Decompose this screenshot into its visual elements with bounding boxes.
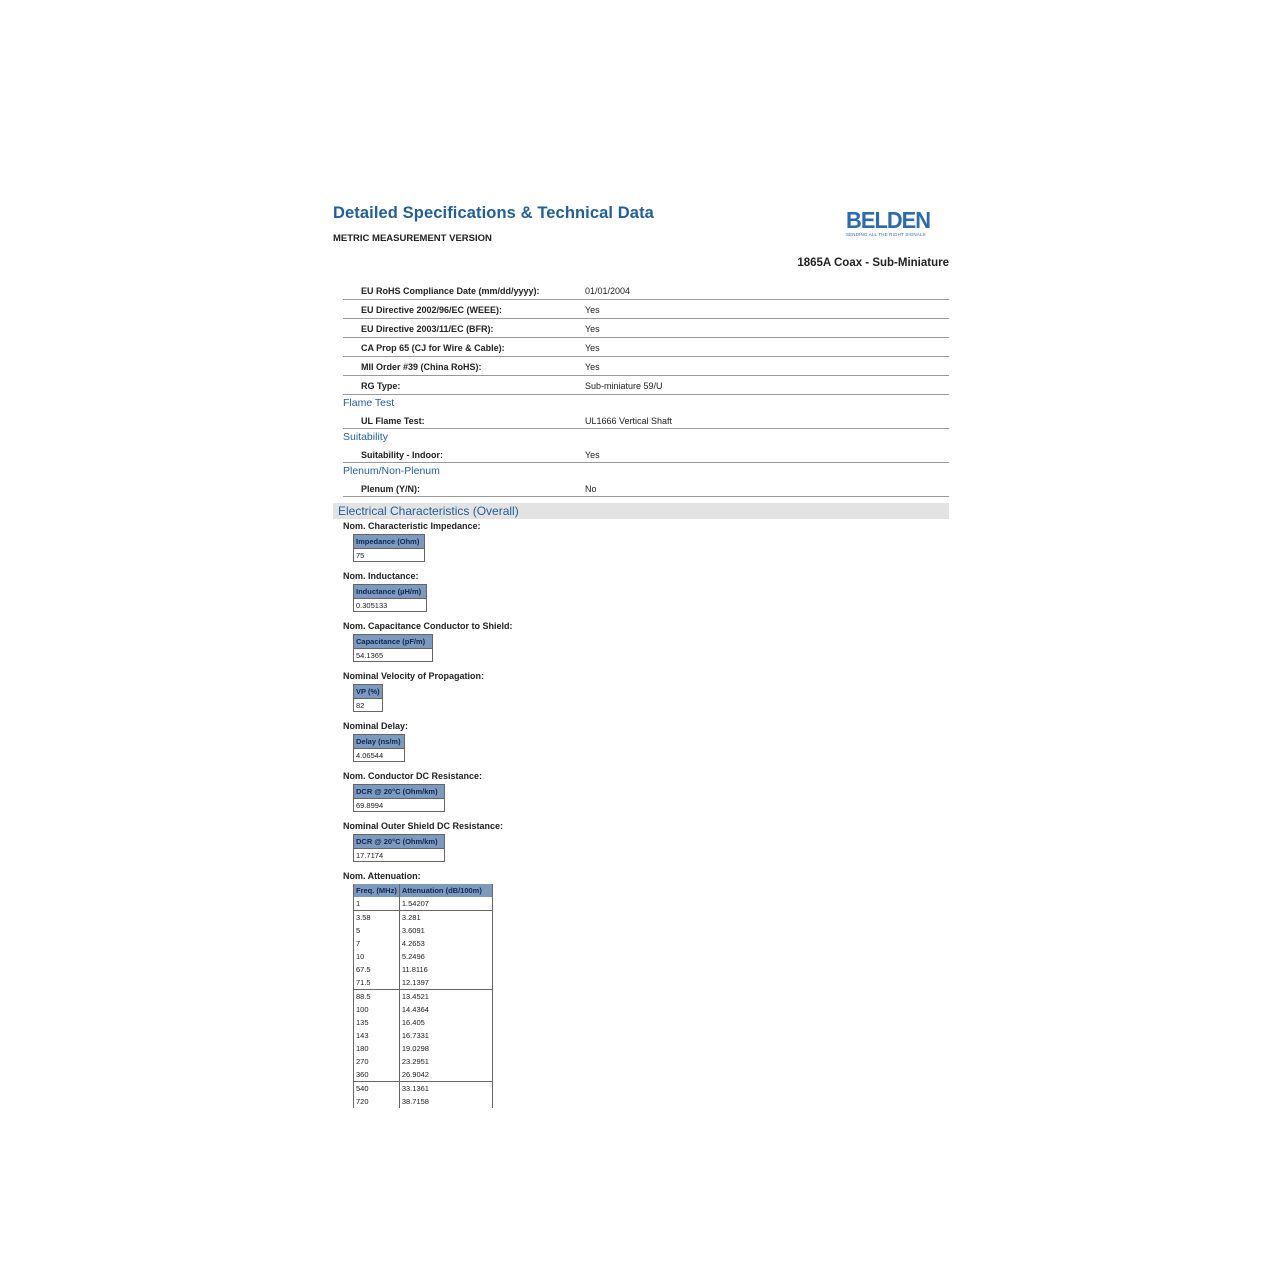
spec-value: Yes	[585, 450, 600, 460]
velocity-label: Nominal Velocity of Propagation:	[343, 671, 485, 681]
spec-row	[343, 281, 949, 300]
freq-cell: 135	[354, 1016, 400, 1029]
attenuation-cell: 38.7158	[399, 1095, 492, 1108]
spec-label: MII Order #39 (China RoHS):	[361, 362, 482, 372]
section-heading-electrical: Electrical Characteristics (Overall)	[338, 504, 519, 518]
spec-value: Yes	[585, 324, 600, 334]
freq-cell: 88.5	[354, 990, 400, 1004]
attenuation-cell: 1.54207	[399, 897, 492, 911]
table-cell: 4.06544	[354, 749, 405, 762]
freq-cell: 360	[354, 1068, 400, 1082]
table-row	[354, 1042, 493, 1055]
section-heading-suitability: Suitability	[343, 431, 388, 443]
attenuation-cell: 12.1397	[399, 976, 492, 990]
attenuation-cell: 26.9042	[399, 1068, 492, 1082]
table-row	[354, 924, 493, 937]
delay-table	[353, 734, 405, 762]
table-cell: 54.1365	[354, 649, 433, 662]
page-subtitle: METRIC MEASUREMENT VERSION	[333, 233, 492, 244]
table-cell: 82	[354, 699, 383, 712]
spec-value: Yes	[585, 362, 600, 372]
freq-cell: 100	[354, 1003, 400, 1016]
section-heading-plenum: Plenum/Non-Plenum	[343, 465, 440, 477]
inductance-label: Nom. Inductance:	[343, 571, 419, 581]
spec-value: Yes	[585, 305, 600, 315]
table-header: DCR @ 20°C (Ohm/km)	[354, 785, 445, 799]
table-row	[354, 976, 493, 990]
spec-row	[343, 319, 949, 338]
table-row	[354, 1003, 493, 1016]
shield-dcr-label: Nominal Outer Shield DC Resistance:	[343, 821, 504, 831]
table-header-frequency: Freq. (MHz)	[354, 884, 400, 897]
table-header: VP (%)	[354, 685, 383, 699]
table-header: Impedance (Ohm)	[354, 535, 425, 549]
spec-row	[343, 376, 949, 395]
table-cell: 17.7174	[354, 849, 445, 862]
table-row	[354, 1016, 493, 1029]
spec-label: EU RoHS Compliance Date (mm/dd/yyyy):	[361, 286, 540, 296]
impedance-label: Nom. Characteristic Impedance:	[343, 521, 481, 531]
attenuation-cell: 3.281	[399, 911, 492, 925]
spec-row	[343, 338, 949, 357]
table-cell: 0.305133	[354, 599, 427, 612]
table-row	[354, 1055, 493, 1068]
capacitance-label: Nom. Capacitance Conductor to Shield:	[343, 621, 513, 631]
spec-value: Yes	[585, 343, 600, 353]
table-header-attenuation: Attenuation (dB/100m)	[399, 884, 492, 897]
attenuation-cell: 33.1361	[399, 1082, 492, 1096]
table-row	[354, 950, 493, 963]
belden-logo	[846, 208, 934, 242]
spec-list	[343, 281, 949, 497]
section-heading-flame: Flame Test	[343, 397, 395, 409]
spec-row	[343, 479, 949, 497]
attenuation-cell: 19.0298	[399, 1042, 492, 1055]
velocity-table	[353, 684, 383, 712]
table-row	[354, 911, 493, 925]
spec-label: UL Flame Test:	[361, 416, 425, 426]
product-name: 1865A Coax - Sub-Miniature	[797, 257, 949, 269]
table-row	[354, 990, 493, 1004]
table-cell: 69.8994	[354, 799, 445, 812]
spec-label: Plenum (Y/N):	[361, 484, 421, 494]
attenuation-cell: 16.7331	[399, 1029, 492, 1042]
spec-value: 01/01/2004	[585, 286, 631, 296]
attenuation-cell: 23.2951	[399, 1055, 492, 1068]
table-cell: 75	[354, 549, 425, 562]
table-row	[354, 1082, 493, 1096]
logo-tagline: SENDING ALL THE RIGHT SIGNALS	[846, 232, 926, 237]
attenuation-cell: 3.6091	[399, 924, 492, 937]
freq-cell: 71.5	[354, 976, 400, 990]
spec-row	[343, 445, 949, 463]
table-row	[354, 1095, 493, 1108]
spec-row	[343, 357, 949, 376]
electrical-section-band	[333, 503, 949, 519]
spec-label: CA Prop 65 (CJ for Wire & Cable):	[361, 343, 505, 353]
page-title: Detailed Specifications & Technical Data	[333, 204, 654, 222]
attenuation-cell: 5.2496	[399, 950, 492, 963]
freq-cell: 143	[354, 1029, 400, 1042]
spec-label: Suitability - Indoor:	[361, 450, 443, 460]
attenuation-cell: 14.4364	[399, 1003, 492, 1016]
spec-row	[343, 411, 949, 429]
spec-value: UL1666 Vertical Shaft	[585, 416, 673, 426]
freq-cell: 270	[354, 1055, 400, 1068]
table-header: Inductance (µH/m)	[354, 585, 427, 599]
inductance-table	[353, 584, 427, 612]
table-row	[354, 963, 493, 976]
freq-cell: 540	[354, 1082, 400, 1096]
attenuation-cell: 4.2653	[399, 937, 492, 950]
spec-label: EU Directive 2002/96/EC (WEEE):	[361, 305, 503, 315]
freq-cell: 7	[354, 937, 400, 950]
spec-label: EU Directive 2003/11/EC (BFR):	[361, 324, 494, 334]
table-header: Delay (ns/m)	[354, 735, 405, 749]
table-header: DCR @ 20°C (Ohm/km)	[354, 835, 445, 849]
spec-value: Sub-miniature 59/U	[585, 381, 663, 391]
table-row	[354, 897, 493, 911]
freq-cell: 10	[354, 950, 400, 963]
attenuation-label: Nom. Attenuation:	[343, 871, 421, 881]
table-row	[354, 1029, 493, 1042]
freq-cell: 5	[354, 924, 400, 937]
attenuation-cell: 16.405	[399, 1016, 492, 1029]
freq-cell: 180	[354, 1042, 400, 1055]
conductor-dcr-table	[353, 784, 445, 812]
table-row	[354, 1068, 493, 1082]
impedance-table	[353, 534, 425, 562]
conductor-dcr-label: Nom. Conductor DC Resistance:	[343, 771, 483, 781]
table-row	[354, 937, 493, 950]
spec-row	[343, 300, 949, 319]
freq-cell: 1	[354, 897, 400, 911]
delay-label: Nominal Delay:	[343, 721, 409, 731]
freq-cell: 720	[354, 1095, 400, 1108]
attenuation-cell: 11.8116	[399, 963, 492, 976]
attenuation-table	[353, 884, 493, 1108]
spec-value: No	[585, 484, 597, 494]
logo-wordmark: BELDEN	[846, 207, 931, 233]
shield-dcr-table	[353, 834, 445, 862]
freq-cell: 3.58	[354, 911, 400, 925]
attenuation-cell: 13.4521	[399, 990, 492, 1004]
electrical-properties	[343, 521, 513, 1108]
freq-cell: 67.5	[354, 963, 400, 976]
table-header: Capacitance (pF/m)	[354, 635, 433, 649]
capacitance-table	[353, 634, 433, 662]
spec-label: RG Type:	[361, 381, 401, 391]
